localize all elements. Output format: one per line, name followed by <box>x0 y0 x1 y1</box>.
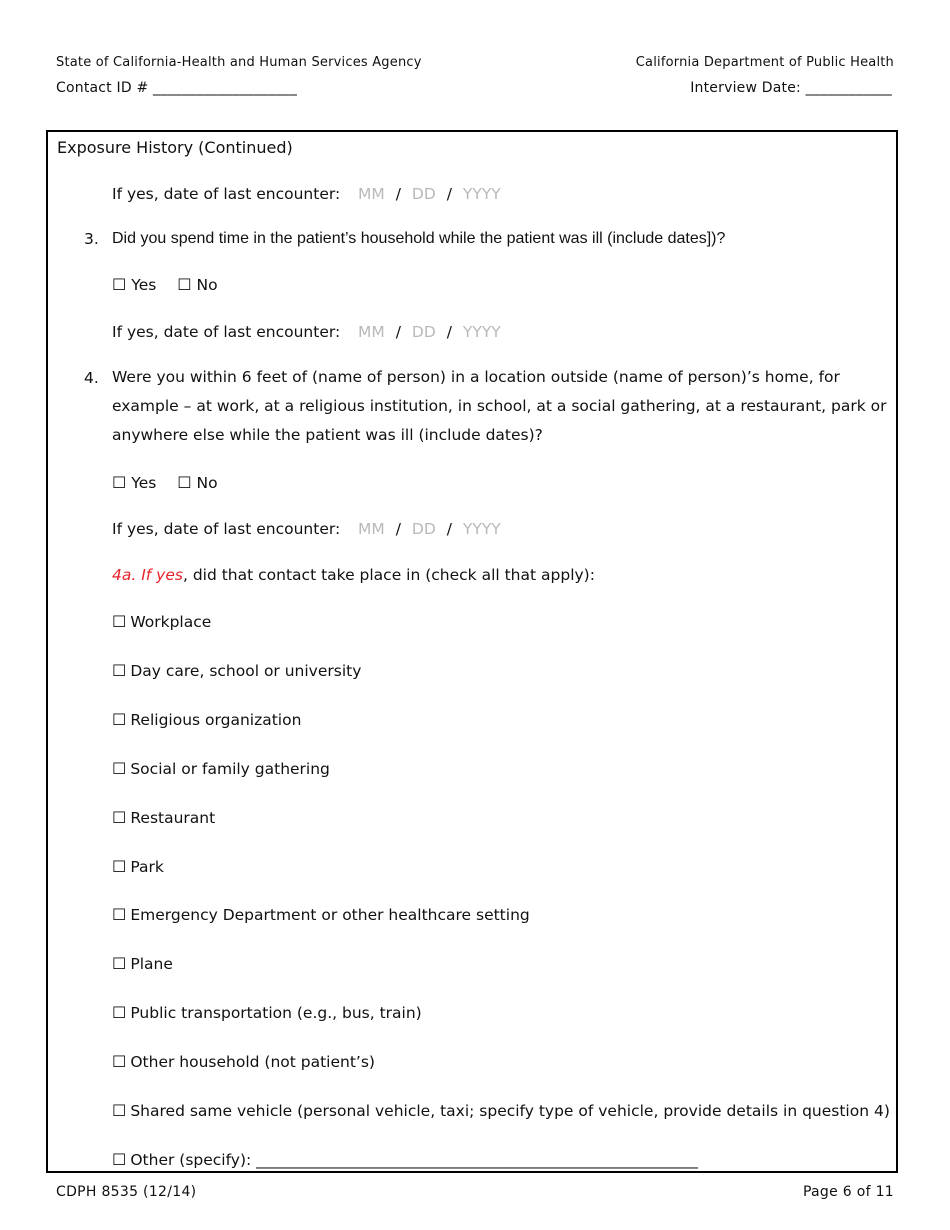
question-4a-lead: 4a. If yes <box>112 566 183 584</box>
option-label: Restaurant <box>130 808 216 827</box>
option-label: Workplace <box>130 613 212 631</box>
question-4-number: 4. <box>84 369 99 387</box>
checkbox[interactable]: ☐ <box>112 660 127 680</box>
option-label: Park <box>130 857 164 876</box>
checkbox[interactable]: ☐ <box>112 709 127 729</box>
department-name: California Department of Public Health <box>635 55 894 70</box>
section-title: Exposure History (Continued) <box>57 138 293 157</box>
day-input[interactable]: DD <box>411 323 436 341</box>
option-social-gathering[interactable] <box>112 759 330 778</box>
interview-date-field[interactable]: Interview Date: ____________ <box>690 80 892 96</box>
page-number: Page 6 of 11 <box>802 1184 894 1200</box>
date-label: If yes, date of last encounter: <box>112 185 341 203</box>
day-input[interactable]: DD <box>411 520 436 538</box>
date-separator: / <box>395 323 401 341</box>
year-input[interactable]: YYYY <box>462 323 501 341</box>
checkbox[interactable]: ☐ <box>112 612 127 631</box>
checkbox[interactable]: ☐ <box>177 473 192 492</box>
checkbox[interactable]: ☐ <box>112 758 127 778</box>
date-separator: / <box>446 520 452 538</box>
date-separator: / <box>446 185 452 203</box>
last-encounter-date-row <box>112 323 501 341</box>
last-encounter-date-row <box>112 520 501 538</box>
option-shared-vehicle[interactable] <box>112 1101 890 1120</box>
checkbox[interactable]: ☐ <box>112 473 127 492</box>
form-id: CDPH 8535 (12/14) <box>56 1184 197 1200</box>
question-4-text: Were you within 6 feet of (name of person) in a location outside (name of person)’s home, for example – at work, at a religious institution, in school, at a social gathering, at a restaurant, park or anywhere else while the patient was ill (include dates)? <box>112 368 887 444</box>
question-4a-rest: , did that contact take place in (check all that apply): <box>182 566 595 584</box>
date-separator: / <box>395 185 401 203</box>
checkbox[interactable]: ☐ <box>112 807 127 827</box>
year-input[interactable]: YYYY <box>462 185 501 203</box>
option-label: Emergency Department or other healthcare setting <box>130 906 530 925</box>
checkbox[interactable]: ☐ <box>112 954 127 974</box>
option-label: Day care, school or university <box>130 661 362 680</box>
month-input[interactable]: MM <box>358 520 385 538</box>
day-input[interactable]: DD <box>411 185 436 203</box>
checkbox[interactable]: ☐ <box>112 1101 127 1120</box>
option-healthcare-setting[interactable] <box>112 905 530 924</box>
question-3-number: 3. <box>84 230 99 248</box>
option-other-specify[interactable] <box>112 1150 698 1169</box>
option-plane[interactable] <box>112 954 173 973</box>
yes-label: Yes <box>131 474 157 492</box>
agency-name: State of California-Health and Human Services Agency <box>56 55 422 70</box>
option-restaurant[interactable] <box>112 808 215 827</box>
exposure-history-section <box>46 130 898 1173</box>
option-workplace[interactable] <box>112 612 211 631</box>
contact-id-field[interactable]: Contact ID # ____________________ <box>56 80 298 96</box>
month-input[interactable]: MM <box>358 323 385 341</box>
checkbox[interactable]: ☐ <box>112 1003 127 1023</box>
last-encounter-date-row <box>112 185 501 203</box>
date-separator: / <box>446 323 452 341</box>
checkbox[interactable]: ☐ <box>112 275 127 294</box>
option-label: Other (specify): _________________________________________________________ <box>130 1150 698 1169</box>
option-label: Public transportation (e.g., bus, train) <box>130 1004 422 1023</box>
option-other-household[interactable] <box>112 1052 375 1071</box>
checkbox[interactable]: ☐ <box>112 1149 127 1169</box>
date-label: If yes, date of last encounter: <box>112 520 341 538</box>
option-religious-organization[interactable] <box>112 710 301 729</box>
checkbox[interactable]: ☐ <box>177 275 192 294</box>
option-label: Other household (not patient’s) <box>130 1053 375 1072</box>
option-label: Social or family gathering <box>130 759 330 778</box>
option-label: Plane <box>130 955 173 974</box>
q4-no-option[interactable] <box>177 473 217 492</box>
q3-yes-option[interactable] <box>112 275 156 294</box>
date-separator: / <box>395 520 401 538</box>
q4-yes-option[interactable] <box>112 473 156 492</box>
q3-no-option[interactable] <box>177 275 217 294</box>
year-input[interactable]: YYYY <box>462 520 501 538</box>
option-label: Religious organization <box>130 710 302 729</box>
option-public-transportation[interactable] <box>112 1003 422 1022</box>
no-label: No <box>196 474 218 492</box>
date-label: If yes, date of last encounter: <box>112 323 341 341</box>
question-3-text: Did you spend time in the patient’s household while the patient was ill (include dates])? <box>112 230 726 247</box>
no-label: No <box>196 276 218 294</box>
question-4a-text <box>112 566 595 584</box>
question-3-options <box>112 275 234 294</box>
checkbox[interactable]: ☐ <box>112 905 127 925</box>
option-park[interactable] <box>112 857 164 876</box>
option-label: Shared same vehicle (personal vehicle, taxi; specify type of vehicle, provide details in question 4) <box>130 1102 890 1120</box>
checkbox[interactable]: ☐ <box>112 1052 127 1072</box>
question-4-options <box>112 473 234 492</box>
option-daycare-school[interactable] <box>112 661 361 680</box>
checkbox[interactable]: ☐ <box>112 856 127 876</box>
yes-label: Yes <box>131 276 157 294</box>
month-input[interactable]: MM <box>358 185 385 203</box>
